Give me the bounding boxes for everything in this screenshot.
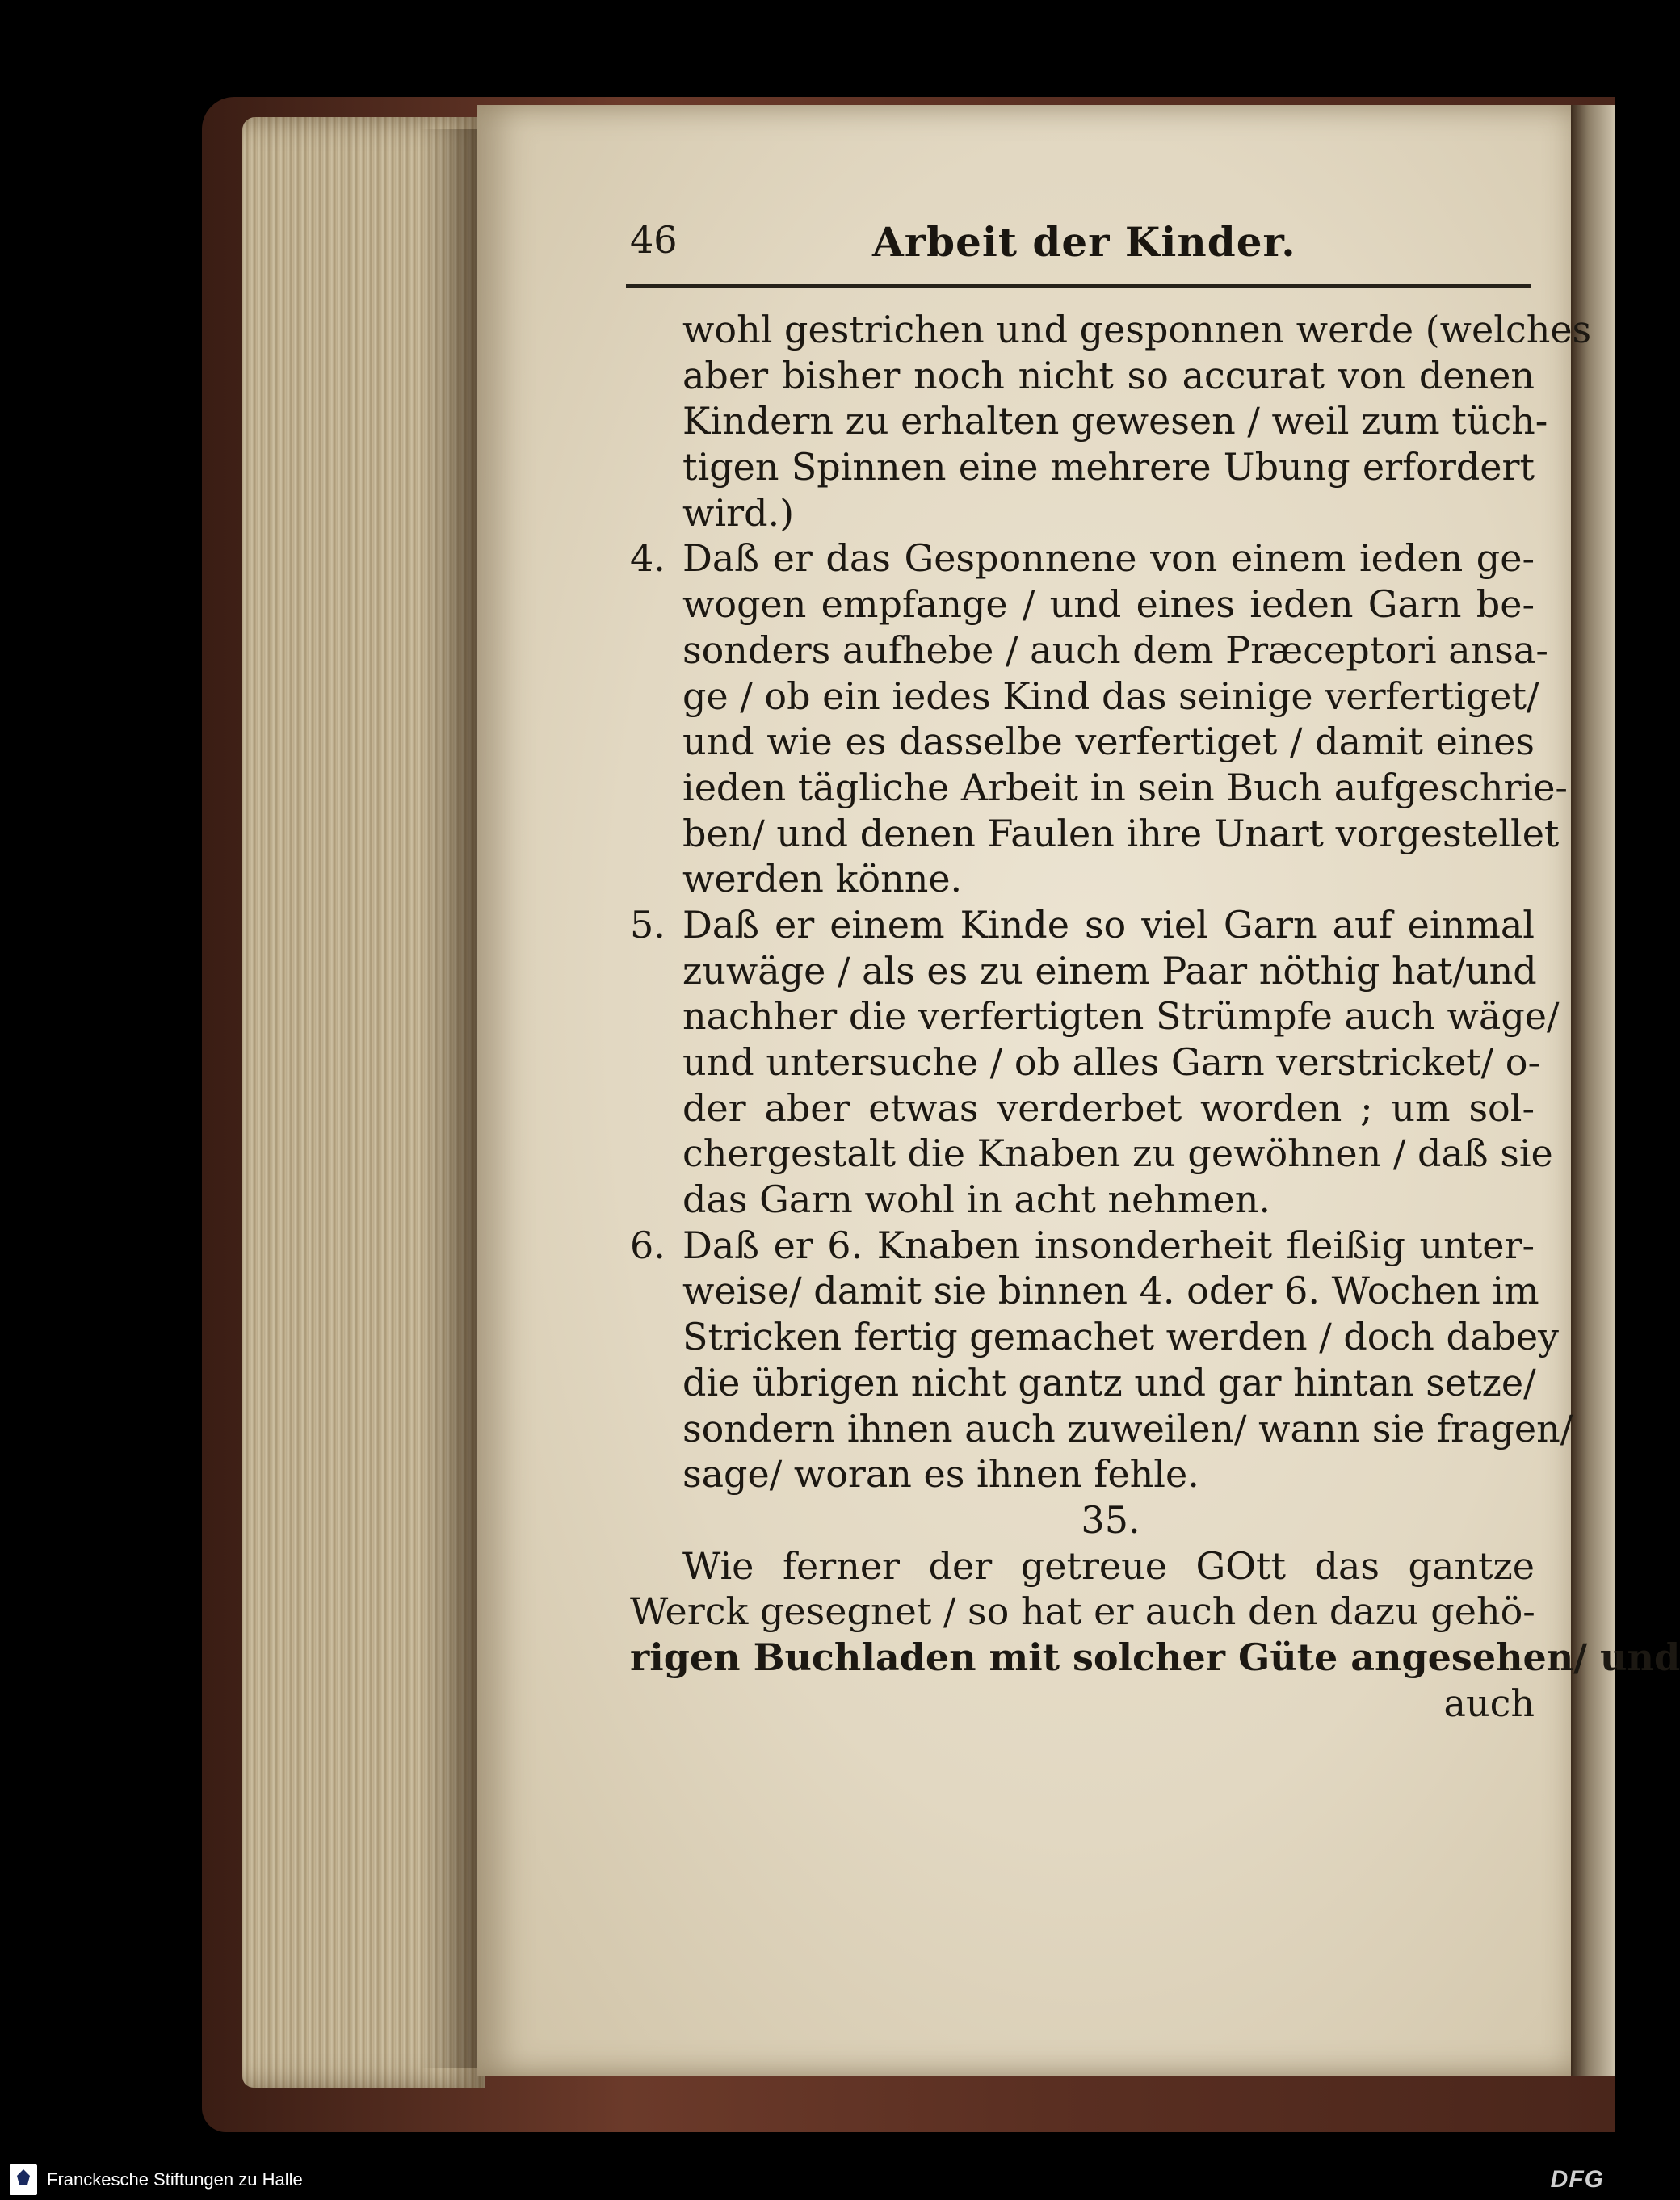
footer-bar [0,2161,1615,2200]
text-line: ieden tägliche Arbeit in sein Buch aufgeschrie- [682,765,1568,809]
text-line: Wie ferner der getreue GOtt das gantze [682,1543,1535,1588]
item-number: 6. [630,1223,666,1267]
page-header [630,218,1535,275]
list-item-6-line: 6. Daß er 6. Knaben insonderheit fleißig unter- [630,1223,1535,1267]
text-line: wohl gestrichen und gesponnen werde (welches [682,308,1592,351]
text-line: tigen Spinnen eine mehrere Ubung erfordert [682,445,1535,489]
catchword: auch [1443,1681,1535,1725]
next-page-edge [1571,105,1615,2076]
text-line: wogen empfange / und eines ieden Garn be- [682,582,1535,627]
text-line: werden könne. [682,857,963,901]
text-line: aber bisher noch nicht so accurat von denen [682,353,1535,397]
dfg-logo: DFG [1550,2166,1604,2193]
item-number: 5. [630,902,666,947]
text-line: sage/ woran es ihnen fehle. [682,1452,1199,1497]
list-item-5-line: 5. Daß er einem Kinde so viel Garn auf einmal [630,902,1535,947]
institution-name: Franckesche Stiftungen zu Halle [47,2169,303,2190]
running-head: Arbeit der Kinder. [872,218,1296,266]
text-line: Stricken fertig gemachet werden / doch dabey [682,1315,1560,1359]
text-line: chergestalt die Knaben zu gewöhnen / daß sie [682,1131,1553,1176]
text-line: und untersuche / ob alles Garn verstricket/ o- [682,1040,1541,1084]
list-item-4-line: 4. Daß er das Gesponnene von einem ieden ge- [630,536,1535,581]
institution-logo-icon [10,2164,37,2195]
text-line: Kindern zu erhalten gewesen / weil zum tüch- [682,399,1548,443]
text-line: Werck gesegnet / so hat er auch den dazu gehö- [630,1589,1535,1634]
text-line: das Garn wohl in acht nehmen. [682,1178,1270,1222]
section-number: 35. [1081,1497,1140,1542]
item-number: 4. [630,536,666,581]
text-line: sonders aufhebe / auch dem Præceptori ansa- [682,628,1548,672]
text-line: ge / ob ein iedes Kind das seinige verfertiget/ [682,674,1539,718]
text-line: sondern ihnen auch zuweilen/ wann sie fragen/ [682,1406,1573,1451]
text-line: weise/ damit sie binnen 4. oder 6. Wochen im [682,1269,1539,1313]
text-line: wird.) [682,490,795,535]
text-line: ben/ und denen Faulen ihre Unart vorgestellet [682,811,1560,855]
page-number: 46 [630,218,678,262]
text-line: zuwäge / als es zu einem Paar nöthig hat/und [682,948,1537,993]
text-line: der aber etwas verderbet worden ; um sol- [682,1085,1535,1130]
page-body-text [630,307,1680,1726]
header-rule [626,284,1531,288]
text-line: rigen Buchladen mit solcher Güte angesehen/ und [630,1635,1680,1679]
text-line: und wie es dasselbe verfertiget / damit eines [682,720,1535,764]
edge-shadow [420,129,485,2068]
text-line: nachher die verfertigten Strümpfe auch wäge/ [682,994,1560,1039]
text-line: die übrigen nicht gantz und gar hintan setze/ [682,1360,1536,1404]
